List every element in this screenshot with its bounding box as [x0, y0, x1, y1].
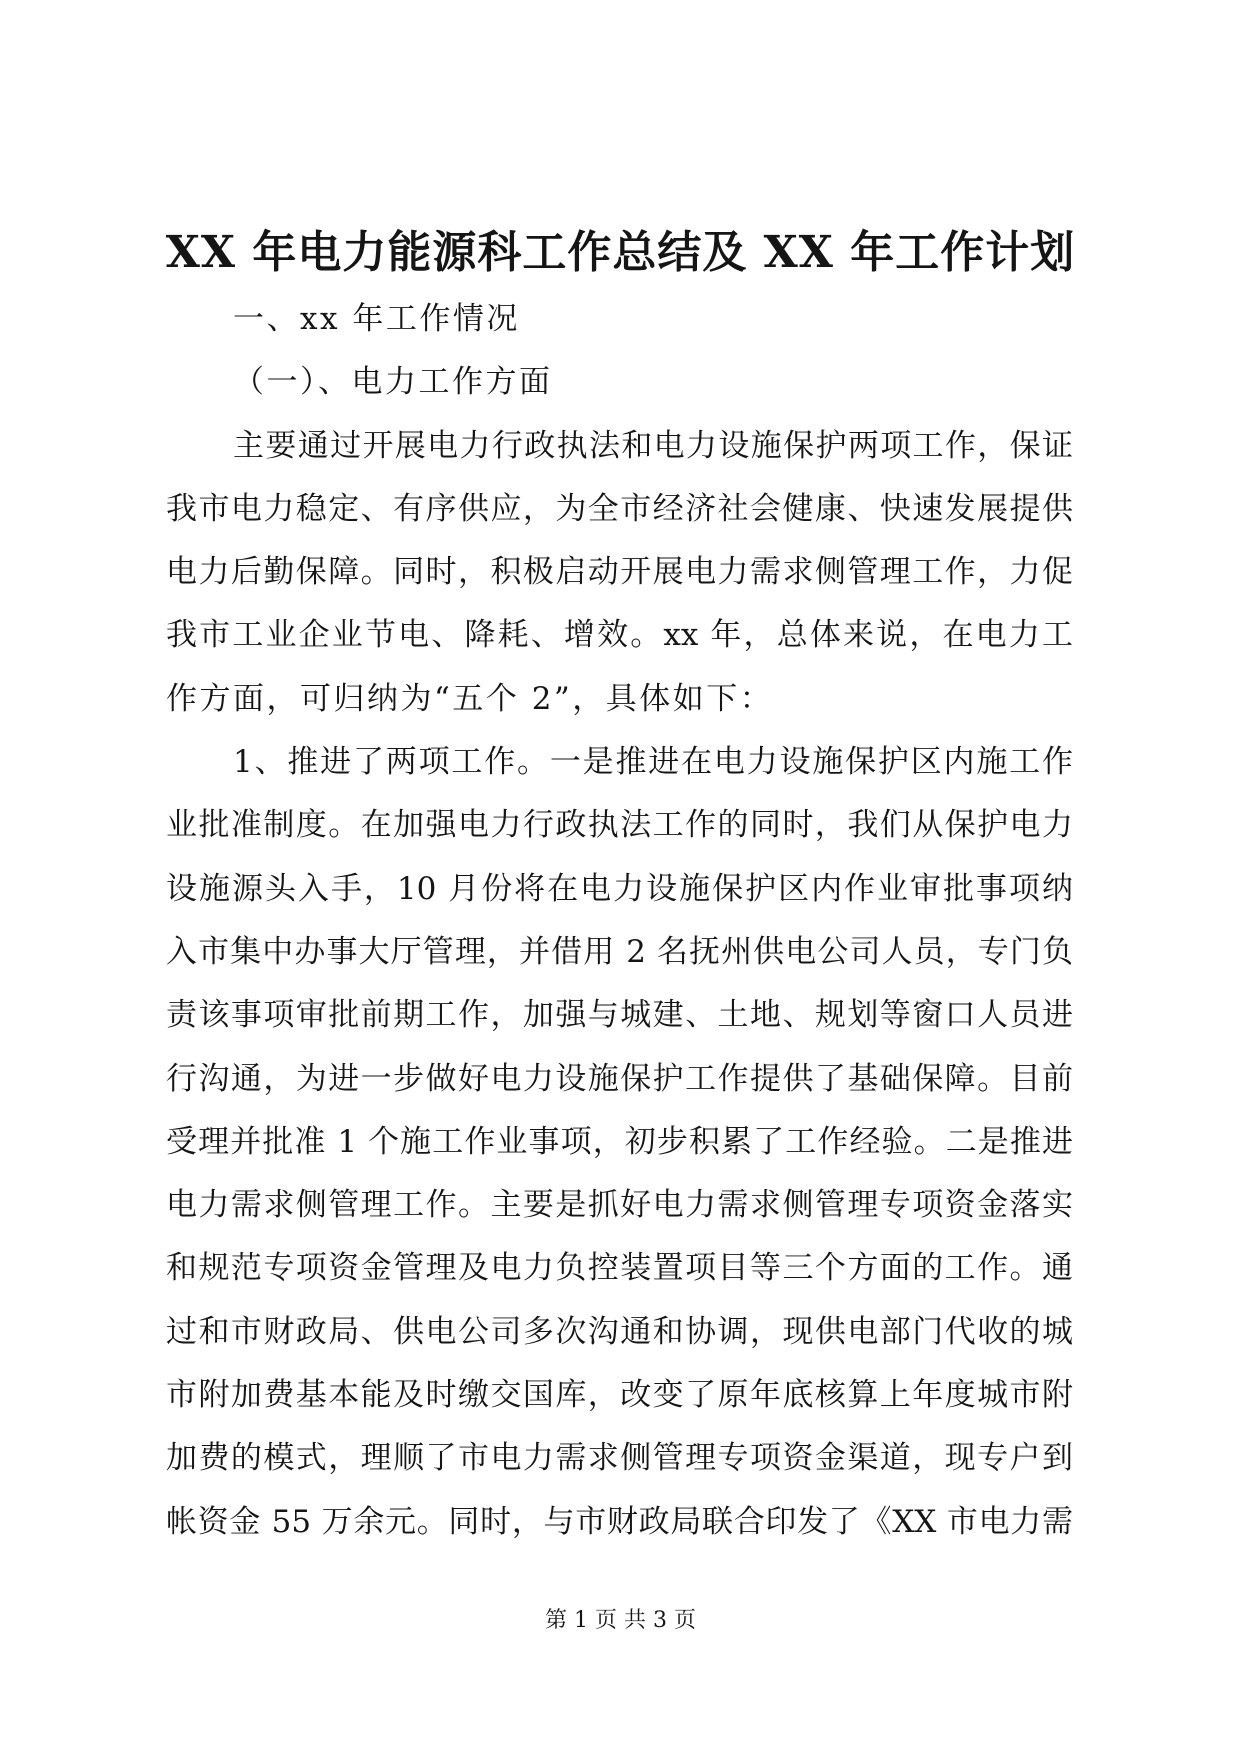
body-line: 主要通过开展电力行政执法和电力设施保护两项工作，保证	[233, 427, 1073, 464]
body-line: 电力需求侧管理工作。主要是抓好电力需求侧管理专项资金落实	[166, 1187, 1073, 1224]
page-footer: 第 1 页 共 3 页	[545, 1608, 696, 1633]
body-line: 入市集中办事大厅管理，并借用 2 名抚州供电公司人员，专门负	[166, 933, 1073, 970]
body-line: 和规范专项资金管理及电力负控装置项目等三个方面的工作。通	[166, 1250, 1073, 1287]
document-body	[166, 288, 1073, 1554]
body-line: 我市工业企业节电、降耗、增效。xx 年，总体来说，在电力工	[166, 617, 1073, 654]
body-line: 我市电力稳定、有序供应，为全市经济社会健康、快速发展提供	[166, 490, 1073, 527]
body-line: 行沟通，为进一步做好电力设施保护工作提供了基础保障。目前	[166, 1060, 1073, 1097]
paragraph	[166, 731, 1073, 1554]
body-line: 市附加费基本能及时缴交国库，改变了原年底核算上年度城市附	[166, 1377, 1073, 1414]
body-line: 设施源头入手，10 月份将在电力设施保护区内作业审批事项纳	[166, 870, 1073, 907]
subsection-heading: （一）、电力工作方面	[233, 364, 553, 401]
body-line: 帐资金 55 万余元。同时，与市财政局联合印发了《XX 市电力需	[166, 1503, 1073, 1540]
body-line: 受理并批准 1 个施工作业事项，初步积累了工作经验。二是推进	[166, 1123, 1073, 1160]
body-line: 电力后勤保障。同时，积极启动开展电力需求侧管理工作，力促	[166, 554, 1073, 591]
body-line: 加费的模式，理顺了市电力需求侧管理专项资金渠道，现专户到	[166, 1440, 1073, 1477]
body-line: 责该事项审批前期工作，加强与城建、土地、规划等窗口人员进	[166, 997, 1073, 1034]
section-heading: 一、xx 年工作情况	[233, 301, 520, 337]
document-title: XX 年电力能源科工作总结及 XX 年工作计划	[165, 227, 1076, 278]
body-line: 作方面，可归纳为“五个 2”，具体如下：	[166, 680, 774, 717]
body-line: 业批准制度。在加强电力行政执法工作的同时，我们从保护电力	[166, 807, 1073, 844]
body-line: 过和市财政局、供电公司多次沟通和协调，现供电部门代收的城	[166, 1313, 1073, 1350]
body-line: 1、推进了两项工作。一是推进在电力设施保护区内施工作	[233, 744, 1073, 781]
paragraph	[166, 415, 1073, 731]
